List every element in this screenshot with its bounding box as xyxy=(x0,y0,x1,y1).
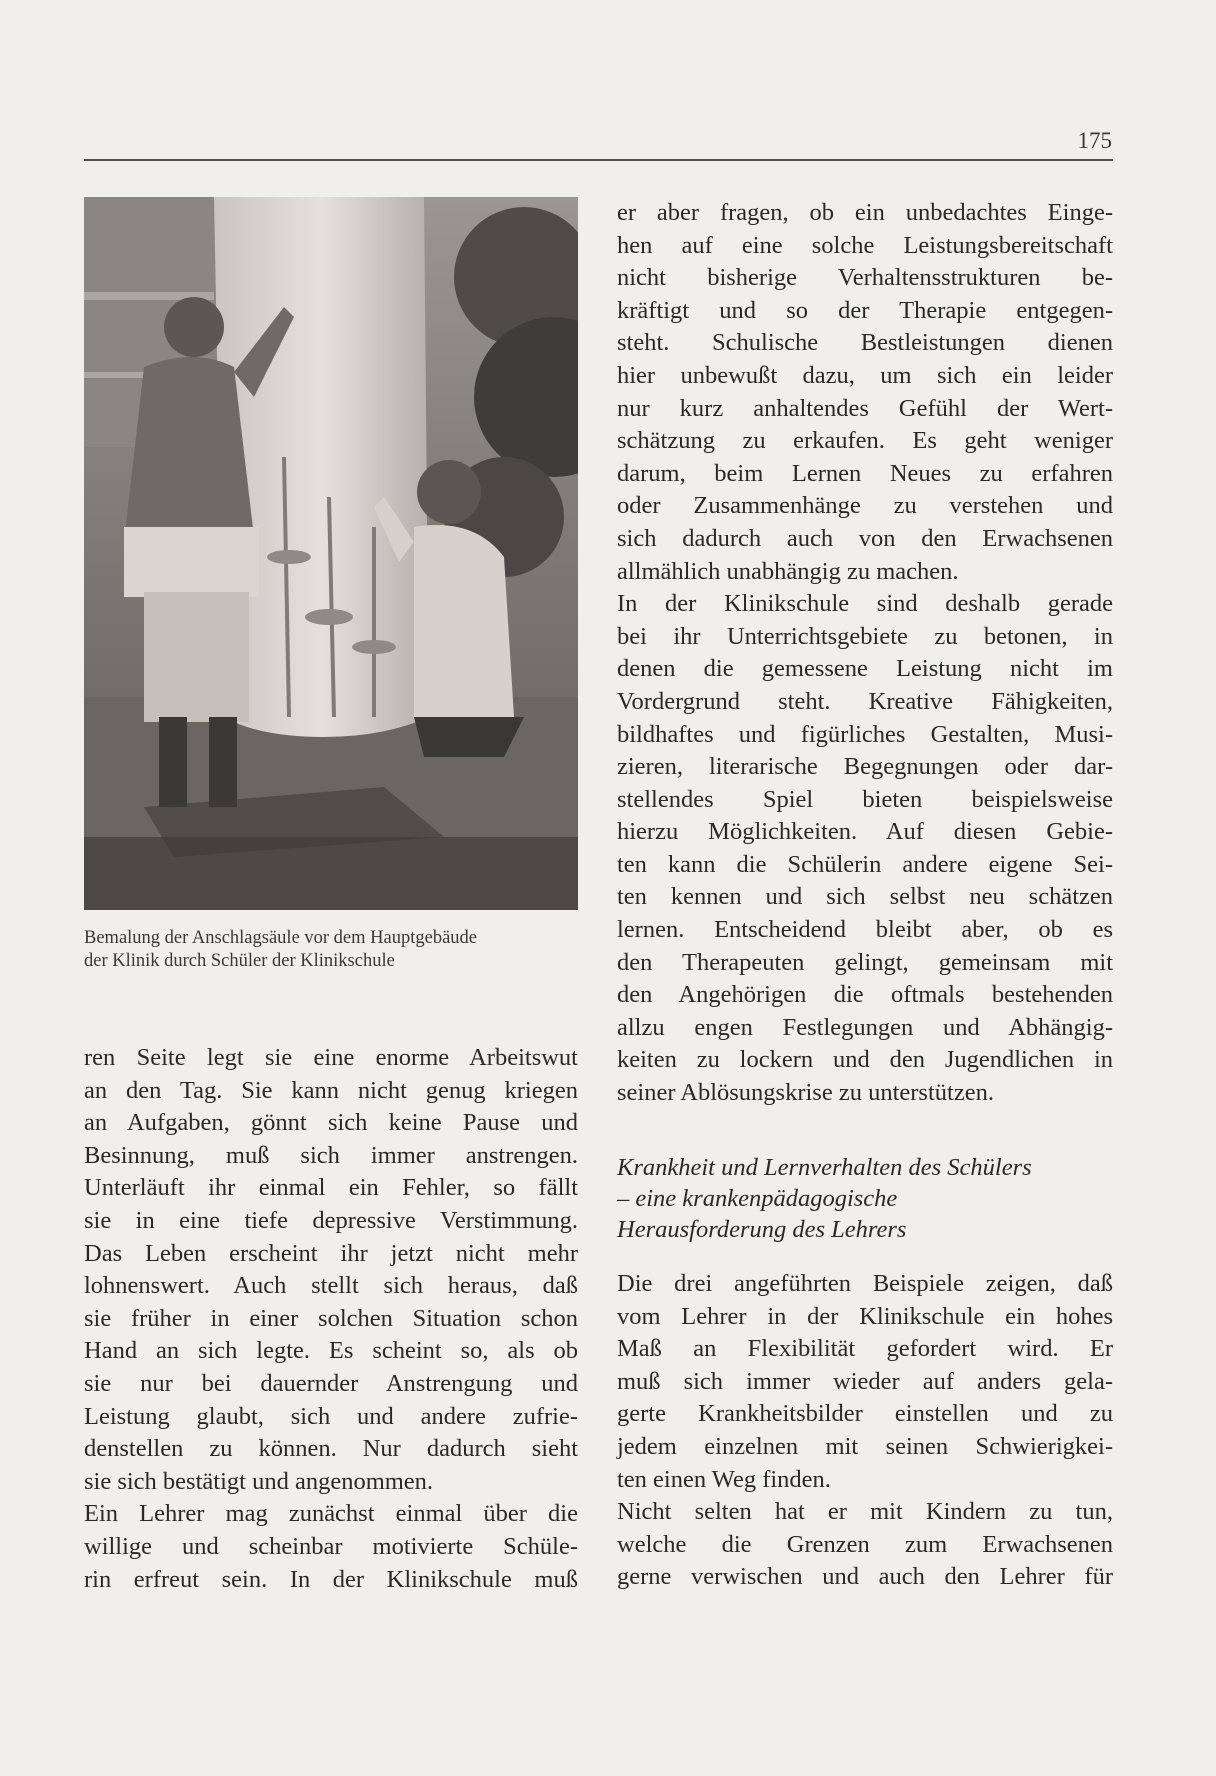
text-line: ren Seite legt sie eine enorme Arbeitswut xyxy=(84,1044,578,1071)
text-line: jedem einzelnen mit seinen Schwierigkei- xyxy=(617,1432,1113,1460)
text-line: In der Klinikschule sind deshalb gerade xyxy=(617,590,1113,618)
text-line: Besinnung, muß sich immer anstrengen. xyxy=(84,1141,578,1169)
text-line: allmählich unabhängig zu machen. xyxy=(617,557,959,585)
text-line: an den Tag. Sie kann nicht genug kriegen xyxy=(84,1076,578,1104)
caption-line: Bemalung der Anschlagsäule vor dem Hauptgebäude xyxy=(84,928,478,948)
text-line: seiner Ablösungskrise zu unterstützen. xyxy=(617,1079,994,1107)
text-line: rin erfreut sein. In der Klinikschule muß xyxy=(84,1565,578,1593)
figure-caption xyxy=(84,927,578,973)
text-line: welche die Grenzen zum Erwachsenen xyxy=(617,1530,1113,1558)
header-rule xyxy=(84,159,1113,161)
text-line: sich dadurch auch von den Erwachsenen xyxy=(617,524,1113,552)
section-heading xyxy=(617,1152,1113,1245)
text-line: ten kann die Schülerin andere eigene Sei- xyxy=(617,850,1113,878)
text-line: gerte Krankheitsbilder einstellen und zu xyxy=(617,1400,1113,1428)
text-line: sie sich bestätigt und angenommen. xyxy=(84,1467,434,1495)
text-line: hen auf eine solche Leistungsbereitschaft xyxy=(617,231,1113,259)
text-line: bildhaftes und figürliches Gestalten, Musi- xyxy=(617,720,1113,748)
text-line: keiten zu lockern und den Jugendlichen in xyxy=(617,1046,1113,1074)
text-line: darum, beim Lernen Neues zu erfahren xyxy=(617,459,1113,487)
text-line: vom Lehrer in der Klinikschule ein hohes xyxy=(617,1302,1113,1330)
text-line: schätzung zu erkaufen. Es geht weniger xyxy=(617,427,1113,455)
text-line: ten einen Weg finden. xyxy=(617,1465,831,1493)
text-line: lernen. Entscheidend bleibt aber, ob es xyxy=(617,916,1113,944)
text-line: Nicht selten hat er mit Kindern zu tun, xyxy=(617,1498,1113,1526)
text-line: muß sich immer wieder auf anders gela- xyxy=(617,1367,1113,1395)
text-line: an Aufgaben, gönnt sich keine Pause und xyxy=(84,1109,578,1137)
caption-line: der Klinik durch Schüler der Klinikschule xyxy=(84,951,395,971)
text-line: kräftigt und so der Therapie entgegen- xyxy=(617,296,1113,324)
text-line: sie nur bei dauernder Anstrengung und xyxy=(84,1369,578,1397)
text-line: steht. Schulische Bestleistungen dienen xyxy=(617,329,1113,357)
text-line: den Angehörigen die oftmals bestehenden xyxy=(617,981,1113,1009)
text-line: Vordergrund steht. Kreative Fähigkeiten, xyxy=(617,687,1113,715)
text-line: allzu engen Festlegungen und Abhängig- xyxy=(617,1013,1113,1041)
text-line: bei ihr Unterrichtsgebiete zu betonen, in xyxy=(617,622,1113,650)
text-line: denen die gemessene Leistung nicht im xyxy=(617,655,1113,683)
heading-line: – eine krankenpädagogische xyxy=(617,1185,898,1212)
text-line: sie in eine tiefe depressive Verstimmung. xyxy=(84,1206,578,1234)
left-column-text xyxy=(84,1042,578,1596)
right-column-text-bottom xyxy=(617,1268,1113,1594)
text-line: nicht bisherige Verhaltensstrukturen be- xyxy=(617,264,1113,292)
figure-photo xyxy=(84,197,578,910)
text-line: Unterläuft ihr einmal ein Fehler, so fällt xyxy=(84,1174,578,1202)
text-line: Leistung glaubt, sich und andere zufrie- xyxy=(84,1402,578,1430)
text-line: Die drei angeführten Beispiele zeigen, daß xyxy=(617,1270,1113,1297)
text-line: lohnenswert. Auch stellt sich heraus, daß xyxy=(84,1272,578,1300)
text-line: den Therapeuten gelingt, gemeinsam mit xyxy=(617,948,1113,976)
text-line: hier unbewußt dazu, um sich ein leider xyxy=(617,361,1113,389)
text-line: oder Zusammenhänge zu verstehen und xyxy=(617,492,1113,520)
page-number: 175 xyxy=(1077,128,1112,153)
text-line: er aber fragen, ob ein unbedachtes Einge- xyxy=(617,199,1113,226)
text-line: nur kurz anhaltendes Gefühl der Wert- xyxy=(617,394,1113,422)
text-line: Maß an Flexibilität gefordert wird. Er xyxy=(617,1335,1113,1363)
text-line: gerne verwischen und auch den Lehrer für xyxy=(617,1563,1113,1591)
text-line: hierzu Möglichkeiten. Auf diesen Gebie- xyxy=(617,818,1113,846)
text-line: sie früher in einer solchen Situation schon xyxy=(84,1304,578,1332)
text-line: denstellen zu können. Nur dadurch sieht xyxy=(84,1435,578,1463)
text-line: Das Leben erscheint ihr jetzt nicht mehr xyxy=(84,1239,578,1267)
text-line: Hand an sich legte. Es scheint so, als ob xyxy=(84,1337,578,1365)
text-line: Ein Lehrer mag zunächst einmal über die xyxy=(84,1500,578,1528)
heading-line: Herausforderung des Lehrers xyxy=(617,1216,907,1243)
text-line: willige und scheinbar motivierte Schüle- xyxy=(84,1532,578,1560)
text-line: ten kennen und sich selbst neu schätzen xyxy=(617,883,1113,911)
text-line: stellendes Spiel bieten beispielsweise xyxy=(617,785,1113,813)
text-line: zieren, literarische Begegnungen oder dar- xyxy=(617,753,1113,781)
heading-line: Krankheit und Lernverhalten des Schülers xyxy=(617,1154,1032,1181)
right-column-text-top xyxy=(617,197,1113,1110)
